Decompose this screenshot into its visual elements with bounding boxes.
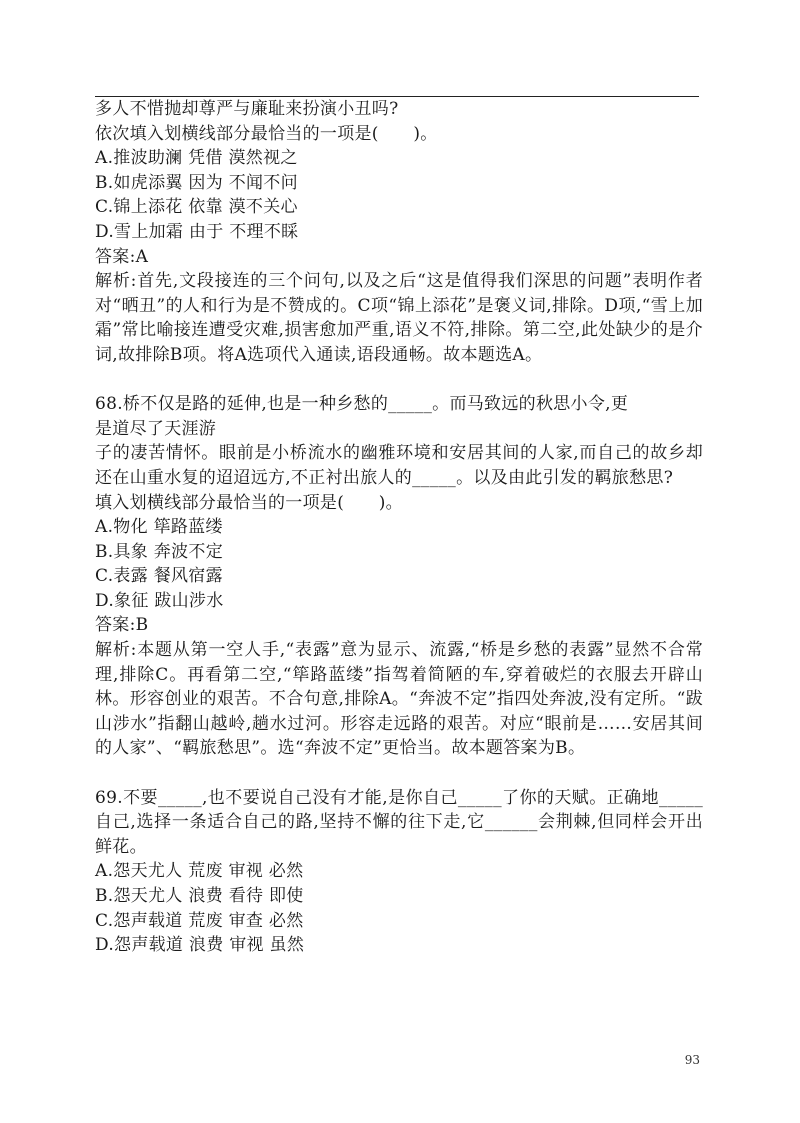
q68-answer: 答案:B: [95, 615, 149, 636]
q68-analysis: 解析:本题从第一空人手,“表露”意为显示、流露,“桥是乡愁的表露”显然不合常理,排除C。再看第二空,“筚路蓝缕”指驾着简陋的车,穿着破烂的衣服去开辟山林。形容创业的艰苦。不合句意,排除A。“奔波不定”指四处奔波,没有定所。“跋山涉水”指翻山越岭,趟水过河。形容走远路的艰苦。对应“眼前是……安居其间的人家”、“羁旅愁思”。选“奔波不定”更恰当。故本题答案为B。: [95, 640, 703, 759]
q69-option-a: A.怨天尤人 荒废 审视 必然: [95, 861, 304, 882]
q68-stem-line1: 68.桥不仅是路的延伸,也是一种乡愁的_____。而马致远的秋思小令,更: [95, 394, 629, 415]
q67-prompt: 依次填入划横线部分最恰当的一项是( )。: [95, 123, 438, 144]
q69-option-b: B.怨天尤人 浪费 看待 即使: [95, 886, 304, 906]
q69-option-c: C.怨声载道 荒废 审查 必然: [95, 910, 304, 931]
spacer: [95, 761, 703, 786]
q68-option-d: D.象征 跋山涉水: [95, 590, 224, 611]
q67-stem-tail: 多人不惜抛却尊严与廉耻来扮演小丑吗?: [95, 99, 399, 119]
q67-answer: 答案:A: [95, 246, 149, 267]
q68-option-a: A.物化 筚路蓝缕: [95, 517, 223, 538]
page-number: 93: [684, 1053, 700, 1067]
q68-option-b: B.具象 奔波不定: [95, 541, 223, 562]
q68-stem-line2: 是道尽了天涯游: [95, 418, 217, 439]
q67-option-a: A.推波助澜 凭借 漠然视之: [95, 148, 298, 169]
spacer: [95, 368, 703, 393]
q67-option-d: D.雪上加霜 由于 不理不睬: [95, 221, 299, 242]
page-content: [95, 97, 703, 958]
q69-option-d: D.怨声载道 浪费 审视 虽然: [95, 935, 305, 956]
q68-option-c: C.表露 餐风宿露: [95, 566, 223, 587]
q68-prompt: 填入划横线部分最恰当的一项是( )。: [95, 492, 403, 513]
q67-analysis: 解析:首先,文段接连的三个问句,以及之后“这是值得我们深思的问题”表明作者对“晒丑”的人和行为是不赞成的。C项“锦上添花”是褒义词,排除。D项,“雪上加霜”常比喻接连遭受灾难,损害愈加严重,语义不符,排除。第二空,此处缺少的是介词,故排除B项。将A选项代入通读,语段通畅。故本题选A。: [95, 271, 703, 365]
q69-stem: 69.不要_____,也不要说自己没有才能,是你自己_____了你的天赋。正确地_____自己,选择一条适合自己的路,坚持不懈的往下走,它______会荆棘,但同样会开出鲜花。: [95, 787, 703, 857]
q68-stem-rest: 子的凄苦情怀。眼前是小桥流水的幽雅环境和安居其间的人家,而自己的故乡却还在山重水复的迢迢远方,不正衬出旅人的_____。以及由此引发的羁旅愁思?: [95, 443, 703, 488]
q67-option-c: C.锦上添花 依靠 漠不关心: [95, 197, 298, 218]
q67-option-b: B.如虎添翼 因为 不闻不问: [95, 172, 298, 193]
